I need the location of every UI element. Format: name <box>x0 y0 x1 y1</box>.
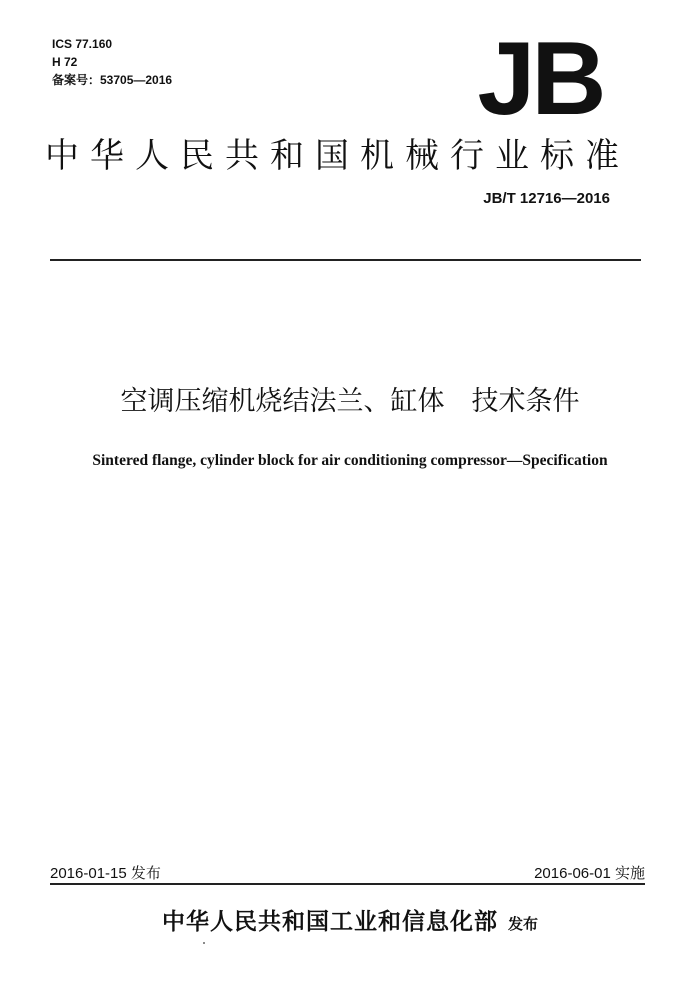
bottom-divider <box>50 883 645 885</box>
jb-logo-text: JB <box>477 28 603 124</box>
document-title-english: Sintered flange, cylinder block for air conditioning compressor—Specification <box>92 452 608 469</box>
document-title-chinese: 空调压缩机烧结法兰、缸体 技术条件 <box>120 386 580 417</box>
implementation-date: 2016-06-01 实施 <box>534 865 645 882</box>
issuer-line <box>0 903 700 936</box>
scan-speck <box>203 942 205 944</box>
classification-code: H 72 <box>52 55 78 69</box>
top-divider <box>50 259 641 261</box>
standard-number: JB/T 12716—2016 <box>483 190 610 207</box>
record-number: 备案号：53705—2016 <box>52 73 173 87</box>
issue-date: 2016-01-15 发布 <box>50 865 161 882</box>
issuer-name: 中华人民共和国工业和信息化部 <box>161 909 498 935</box>
industry-standard-title: 中华人民共和国机械行业标准 <box>45 136 630 176</box>
ics-code: ICS 77.160 <box>52 37 113 51</box>
jb-logo <box>470 28 610 124</box>
issuer-suffix: 发布 <box>507 915 538 933</box>
